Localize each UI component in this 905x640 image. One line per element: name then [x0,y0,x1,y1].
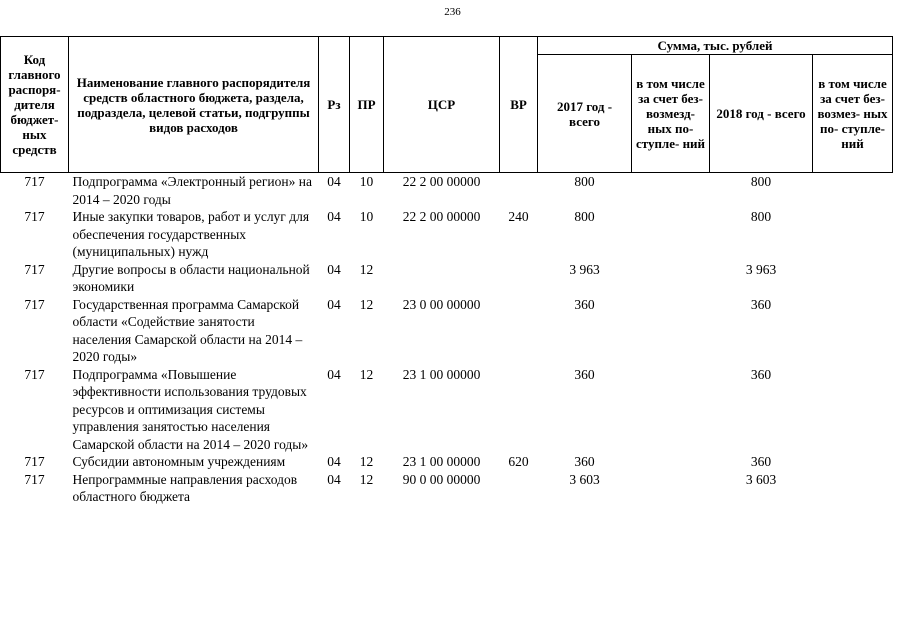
cell-2018-total: 360 [750,366,772,382]
cell-2017-total: 3 603 [569,471,600,487]
cell-code: 717 [24,471,45,487]
cell-pr: 12 [359,296,374,312]
header-2018-incl: в том числе за счет без- возмез- ных по- ступле- ний [813,55,893,173]
cell-2018-incl [813,261,893,296]
cell-2017-incl [632,453,710,471]
cell-vr: 620 [508,454,529,469]
cell-name: Подпрограмма «Электронный регион» на 2014 – 2020 годы [72,174,312,207]
cell-2018-total: 3 603 [745,471,777,487]
page-number: 236 [444,6,461,18]
cell-csr: 23 0 00 00000 [402,296,481,312]
cell-2017-total: 800 [574,174,595,189]
cell-2017-incl [632,173,710,209]
cell-name: Другие вопросы в области национальной экономики [72,261,310,294]
cell-rz: 04 [327,296,341,312]
cell-name: Непрограммные направления расходов областного бюджета [72,471,298,504]
cell-rz: 04 [327,209,341,224]
cell-csr: 23 1 00 00000 [402,366,481,382]
cell-code: 717 [24,454,45,469]
cell-pr: 12 [359,366,374,382]
header-name: Наименование главного распорядителя средств областного бюджета, раздела, подраздела, целевой статьи, подгруппы видов расходов [69,37,319,173]
header-2017-total: 2017 год - всего [538,55,632,173]
header-rz: Рз [319,37,350,173]
cell-code: 717 [24,296,45,312]
cell-rz: 04 [327,174,341,189]
header-code: Код главного распоря- дителя бюджет- ных средств [1,37,69,173]
cell-vr [500,366,538,454]
cell-2017-incl [632,296,710,366]
header-pr: ПР [350,37,384,173]
table-row [1,261,893,296]
cell-2017-total: 800 [574,209,595,224]
header-sum-title: Сумма, тыс. рублей [538,37,893,55]
cell-2018-total: 800 [750,174,772,189]
cell-rz: 04 [327,366,341,382]
cell-vr [500,173,538,209]
table-row [1,173,893,209]
cell-2017-incl [632,366,710,454]
cell-csr: 22 2 00 00000 [402,209,481,224]
cell-2018-incl [813,453,893,471]
cell-code: 717 [24,366,45,382]
cell-2018-incl [813,471,893,506]
cell-pr: 12 [359,454,374,469]
cell-rz: 04 [327,454,341,469]
header-2018-total: 2018 год - всего [710,55,813,173]
header-vr: ВР [500,37,538,173]
cell-csr: 23 1 00 00000 [402,454,481,469]
cell-pr: 10 [359,174,374,189]
cell-2017-total: 3 963 [569,261,600,277]
cell-2018-incl [813,296,893,366]
cell-2017-incl [632,261,710,296]
cell-2018-total: 360 [750,296,772,312]
cell-vr [500,261,538,296]
cell-pr: 12 [359,471,374,487]
cell-vr: 240 [508,209,529,224]
cell-code: 717 [24,261,45,277]
table-row [1,208,893,261]
cell-2018-total: 800 [750,209,772,224]
cell-code: 717 [24,174,45,189]
cell-2018-total: 360 [750,454,772,469]
table-row [1,453,893,471]
cell-2017-total: 360 [574,296,595,312]
cell-csr [384,261,500,296]
cell-2018-incl [813,366,893,454]
cell-name: Государственная программа Самарской области «Содействие занятости населения Самарской области на 2014 – 2020 годы» [72,296,303,364]
cell-2017-incl [632,208,710,261]
table-row [1,366,893,454]
cell-rz: 04 [327,471,341,487]
table-row [1,471,893,506]
cell-name: Субсидии автономным учреждениям [72,454,286,469]
table-body [1,173,893,506]
cell-2018-total: 3 963 [745,261,777,277]
budget-table [0,36,893,506]
cell-2017-total: 360 [574,366,595,382]
cell-code: 717 [24,209,45,224]
cell-pr: 10 [359,209,374,224]
cell-name: Иные закупки товаров, работ и услуг для обеспечения государственных (муниципальных) нужд [72,209,310,259]
cell-2017-incl [632,471,710,506]
cell-rz: 04 [327,261,341,277]
cell-csr: 22 2 00 00000 [402,174,481,189]
header-2017-incl: в том числе за счет без- возмезд- ных по- ступле- ний [632,55,710,173]
cell-vr [500,296,538,366]
cell-2018-incl [813,208,893,261]
header-csr: ЦСР [384,37,500,173]
cell-name: Подпрограмма «Повышение эффективности использования трудовых ресурсов и оптимизация системы управления занятостью населения Самарской области на 2014 – 2020 годы» [72,366,309,452]
table-row [1,296,893,366]
cell-pr: 12 [359,261,374,277]
cell-csr: 90 0 00 00000 [402,471,481,487]
cell-vr [500,471,538,506]
cell-2018-incl [813,173,893,209]
cell-2017-total: 360 [574,454,595,469]
